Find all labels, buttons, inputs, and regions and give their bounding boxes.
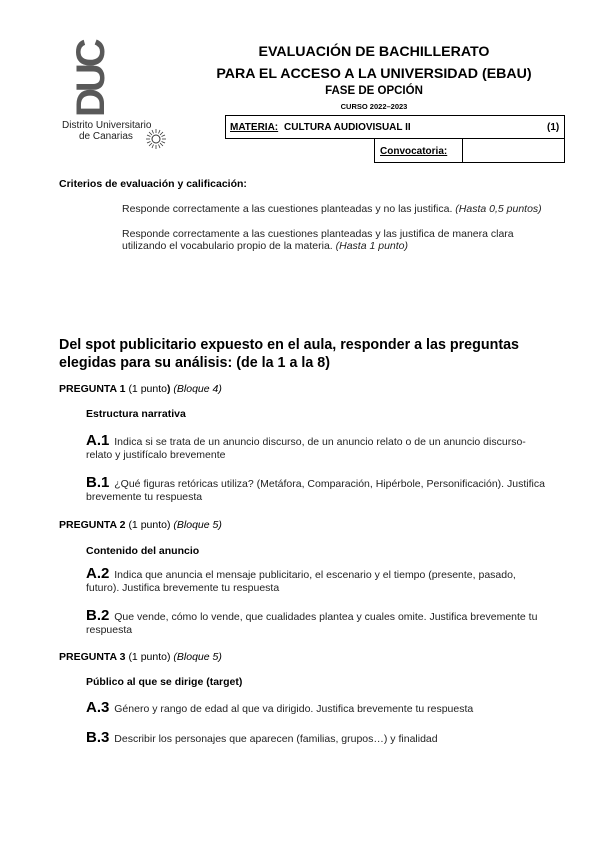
sun-emblem-icon — [145, 128, 167, 150]
question-item — [86, 609, 551, 637]
question-block: (Bloque 4) — [173, 383, 222, 395]
question-item-text: Género y rango de edad al que va dirigido. Justifica brevemente tu respuesta — [114, 703, 474, 715]
question-1-section: Estructura narrativa — [86, 408, 186, 420]
question-item-id: A.1 — [86, 432, 110, 449]
question-points-close: ) — [166, 383, 171, 395]
convocatoria-divider — [462, 139, 463, 163]
question-item — [86, 567, 551, 595]
criteria-item-2-text: Responde correctamente a las cuestiones planteadas y las justifica de manera clara utilizando el vocabulario propio de la materia. — [122, 228, 514, 252]
question-3-section: Público al que se dirige (target) — [86, 676, 243, 688]
question-item-id: A.2 — [86, 565, 110, 582]
question-item-id: B.2 — [86, 607, 110, 624]
exam-phase: FASE DE OPCIÓN — [325, 85, 423, 97]
question-points: (1 punto) — [128, 519, 171, 531]
question-label: PREGUNTA 1 — [59, 383, 126, 395]
materia-value: CULTURA AUDIOVISUAL II — [284, 122, 411, 133]
question-label: PREGUNTA 3 — [59, 651, 126, 663]
materia-number: (1) — [547, 122, 560, 133]
exam-course: CURSO 2022–2023 — [340, 102, 408, 111]
criteria-heading: Criterios de evaluación y calificación: — [59, 178, 247, 190]
criteria-item-2 — [122, 228, 542, 252]
duc-logo — [57, 42, 175, 160]
criteria-item-1-text: Responde correctamente a las cuestiones planteadas y no las justifica. — [122, 203, 453, 215]
criteria-item-2-note: (Hasta 1 punto) — [335, 240, 409, 252]
logo-letters: DUC — [69, 42, 113, 117]
criteria-item-1-note: (Hasta 0,5 puntos) — [455, 203, 542, 215]
criteria-item-1 — [122, 203, 542, 215]
question-item-text: Indica si se trata de un anuncio discurso, de un anuncio relato o de un anuncio discurso-relato y justifícalo brevemente — [86, 436, 526, 461]
question-item-id: B.1 — [86, 474, 110, 491]
question-points: (1 punto) — [128, 651, 171, 663]
logo-line-2: de Canarias — [79, 131, 133, 142]
question-1-header — [59, 383, 222, 395]
exam-subtitle: PARA EL ACCESO A LA UNIVERSIDAD (EBAU) — [216, 66, 532, 82]
question-2-header — [59, 519, 222, 531]
question-item-text: ¿Qué figuras retóricas utiliza? (Metáfora, Comparación, Hipérbole, Personificación). Justifica brevemente tu respuesta — [86, 478, 545, 503]
logo-line-1: Distrito Universitario — [62, 120, 152, 131]
question-item-id: B.3 — [86, 729, 110, 746]
question-label: PREGUNTA 2 — [59, 519, 126, 531]
question-item-text: Describir los personajes que aparecen (familias, grupos…) y finalidad — [114, 733, 438, 745]
question-item — [86, 701, 551, 716]
question-points: (1 punto — [128, 383, 167, 395]
question-3-header — [59, 651, 222, 663]
main-instruction: Del spot publicitario expuesto en el aula, responder a las preguntas elegidas para su análisis: (de la 1 a la 8) — [59, 337, 519, 371]
convocatoria-label: Convocatoria: — [380, 146, 448, 157]
question-item-text: Que vende, cómo lo vende, que cualidades plantea y cuales omite. Justifica brevemente tu respuesta — [86, 611, 538, 636]
question-item — [86, 476, 551, 504]
question-block: (Bloque 5) — [173, 651, 222, 663]
materia-label: MATERIA: — [230, 122, 279, 133]
question-item-id: A.3 — [86, 699, 110, 716]
question-item — [86, 434, 551, 462]
question-item-text: Indica que anuncia el mensaje publicitario, el escenario y el tiempo (presente, pasado, futuro). Justifica brevemente tu respuesta — [86, 569, 516, 594]
question-2-section: Contenido del anuncio — [86, 545, 200, 557]
exam-title: EVALUACIÓN DE BACHILLERATO — [258, 44, 490, 60]
question-item — [86, 731, 551, 746]
question-block: (Bloque 5) — [173, 519, 222, 531]
